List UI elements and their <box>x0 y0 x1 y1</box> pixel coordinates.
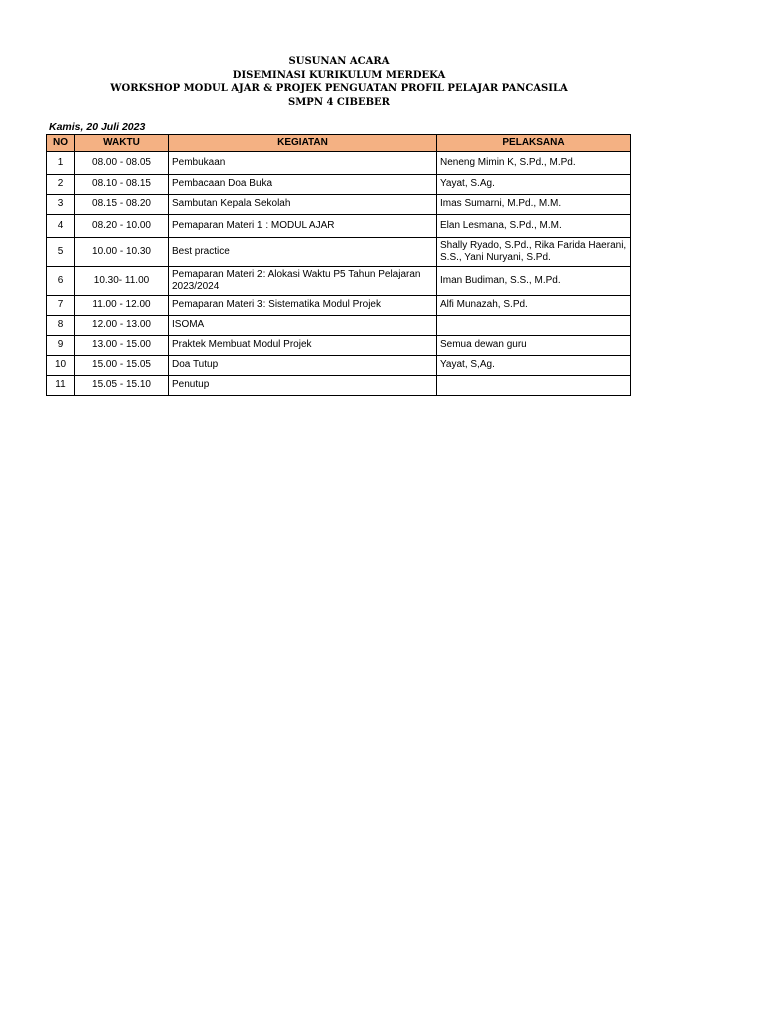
row-number: 3 <box>47 195 75 215</box>
row-executor: Yayat, S.Ag. <box>437 175 631 195</box>
row-executor: Iman Budiman, S.S., M.Pd. <box>437 267 631 296</box>
row-time: 11.00 - 12.00 <box>75 296 169 316</box>
row-time: 15.05 - 15.10 <box>75 376 169 396</box>
schedule-table <box>46 134 631 396</box>
row-activity: Pemaparan Materi 2: Alokasi Waktu P5 Tahun Pelajaran 2023/2024 <box>169 267 437 296</box>
table-header-row <box>47 135 631 152</box>
event-date: Kamis, 20 Juli 2023 <box>49 121 146 133</box>
row-time: 13.00 - 15.00 <box>75 336 169 356</box>
table-row <box>47 238 631 267</box>
row-activity: Pemaparan Materi 3: Sistematika Modul Projek <box>169 296 437 316</box>
row-number: 4 <box>47 215 75 238</box>
row-activity: Sambutan Kepala Sekolah <box>169 195 437 215</box>
row-time: 08.15 - 08.20 <box>75 195 169 215</box>
row-activity: Pemaparan Materi 1 : MODUL AJAR <box>169 215 437 238</box>
row-executor: Imas Sumarni, M.Pd., M.M. <box>437 195 631 215</box>
title-line-4: SMPN 4 CIBEBER <box>288 96 390 108</box>
row-executor: Neneng Mimin K, S.Pd., M.Pd. <box>437 152 631 175</box>
column-header-no: NO <box>47 135 75 152</box>
row-number: 6 <box>47 267 75 296</box>
row-activity: Pembacaan Doa Buka <box>169 175 437 195</box>
row-number: 9 <box>47 336 75 356</box>
table-row <box>47 267 631 296</box>
table-row <box>47 215 631 238</box>
row-executor: Semua dewan guru <box>437 336 631 356</box>
row-number: 8 <box>47 316 75 336</box>
table-row <box>47 175 631 195</box>
row-activity: Praktek Membuat Modul Projek <box>169 336 437 356</box>
row-time: 08.00 - 08.05 <box>75 152 169 175</box>
row-time: 10.30- 11.00 <box>75 267 169 296</box>
row-time: 10.00 - 10.30 <box>75 238 169 267</box>
row-number: 7 <box>47 296 75 316</box>
row-activity: Doa Tutup <box>169 356 437 376</box>
row-time: 08.10 - 08.15 <box>75 175 169 195</box>
row-executor <box>437 316 631 336</box>
row-activity: Best practice <box>169 238 437 267</box>
row-number: 1 <box>47 152 75 175</box>
title-line-3: WORKSHOP MODUL AJAR & PROJEK PENGUATAN PROFIL PELAJAR PANCASILA <box>110 83 568 94</box>
row-time: 12.00 - 13.00 <box>75 316 169 336</box>
document-title <box>0 55 678 109</box>
row-time: 15.00 - 15.05 <box>75 356 169 376</box>
column-header-kegiatan: KEGIATAN <box>169 135 437 152</box>
row-number: 2 <box>47 175 75 195</box>
title-line-2: DISEMINASI KURIKULUM MERDEKA <box>232 69 446 81</box>
row-number: 11 <box>47 376 75 396</box>
table-row <box>47 336 631 356</box>
row-number: 10 <box>47 356 75 376</box>
table-row <box>47 195 631 215</box>
table-row <box>47 152 631 175</box>
row-executor: Shally Ryado, S.Pd., Rika Farida Haerani, S.S., Yani Nuryani, S.Pd. <box>437 238 631 267</box>
table-row <box>47 316 631 336</box>
row-executor: Elan Lesmana, S.Pd., M.M. <box>437 215 631 238</box>
row-executor: Alfi Munazah, S.Pd. <box>437 296 631 316</box>
title-line-1: SUSUNAN ACARA <box>288 56 390 67</box>
column-header-waktu: WAKTU <box>75 135 169 152</box>
row-executor: Yayat, S,Ag. <box>437 356 631 376</box>
table-row <box>47 296 631 316</box>
table-row <box>47 376 631 396</box>
row-activity: ISOMA <box>169 316 437 336</box>
row-time: 08.20 - 10.00 <box>75 215 169 238</box>
row-number: 5 <box>47 238 75 267</box>
row-executor <box>437 376 631 396</box>
table-row <box>47 356 631 376</box>
row-activity: Penutup <box>169 376 437 396</box>
column-header-pelaksana: PELAKSANA <box>437 135 631 152</box>
row-activity: Pembukaan <box>169 152 437 175</box>
